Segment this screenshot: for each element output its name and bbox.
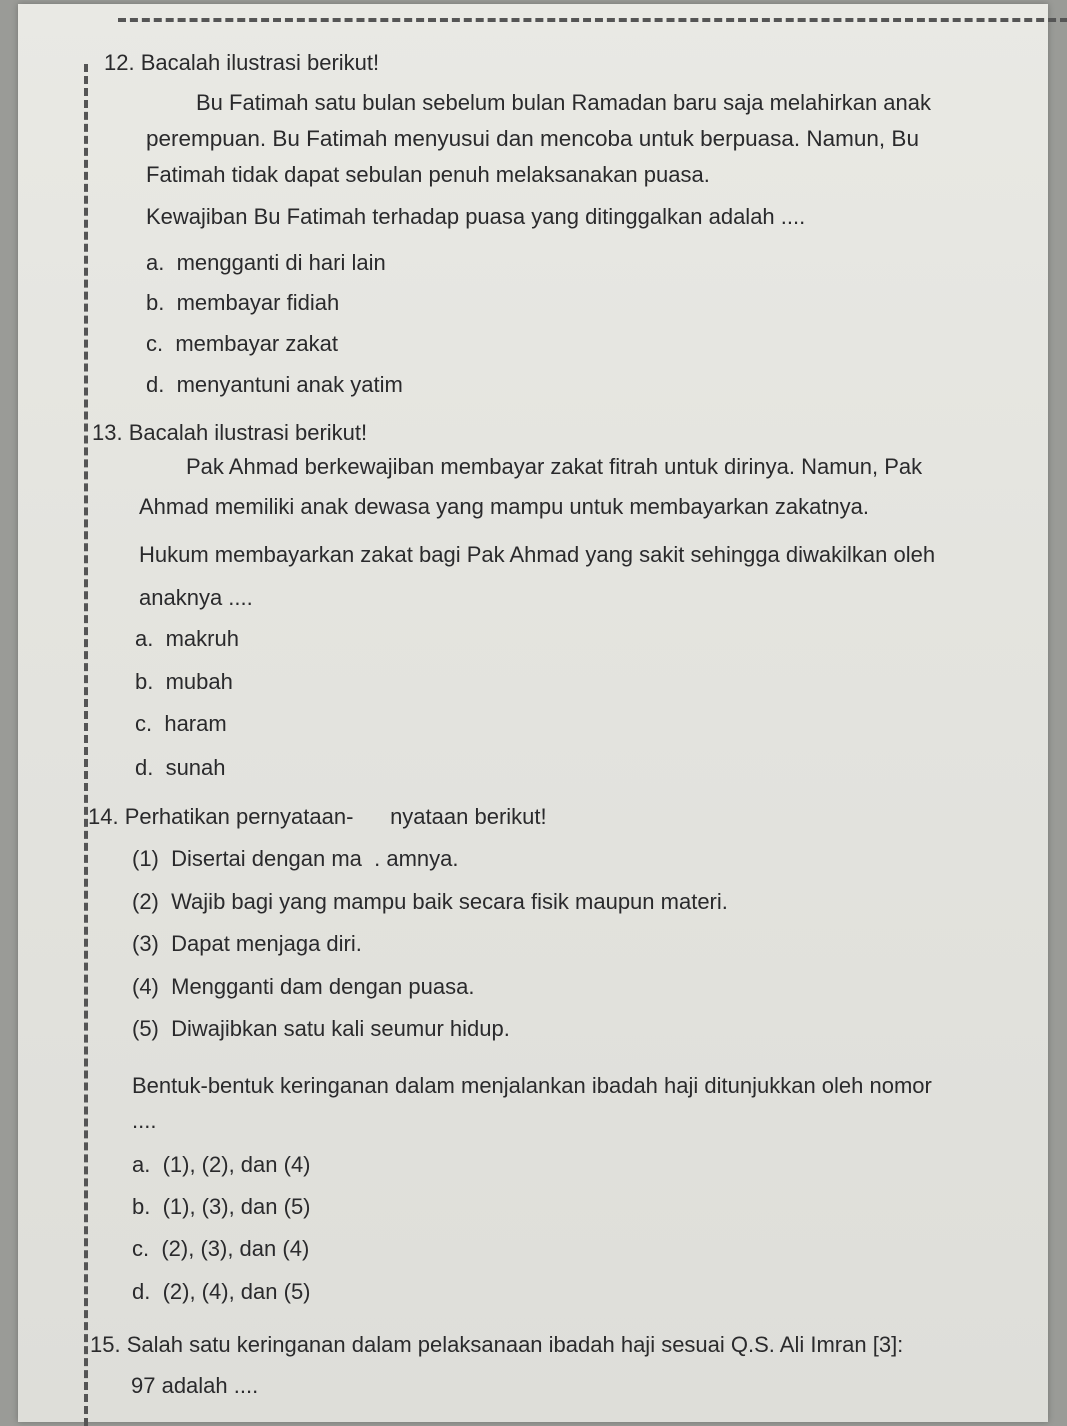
q12-story-line: perempuan. Bu Fatimah menyusui dan mencoba untuk berpuasa. Namun, Bu	[146, 126, 919, 151]
q12-option-c: c. membayar zakat	[146, 331, 338, 356]
q14-question-line: ....	[132, 1108, 157, 1133]
q14-statement-5: (5) Diwajibkan satu kali seumur hidup.	[132, 1016, 510, 1041]
q13-option-d: d. sunah	[135, 755, 226, 780]
q14-statement-4: (4) Mengganti dam dengan puasa.	[132, 974, 475, 999]
q13-question-line: Hukum membayarkan zakat bagi Pak Ahmad yang sakit sehingga diwakilkan oleh	[139, 542, 936, 567]
q14-option-c: c. (2), (3), dan (4)	[132, 1236, 310, 1261]
q13-heading: 13. Bacalah ilustrasi berikut!	[92, 420, 368, 445]
q14-option-d: d. (2), (4), dan (5)	[132, 1279, 311, 1304]
q14-statement-3: (3) Dapat menjaga diri.	[132, 931, 362, 956]
q12-heading: 12. Bacalah ilustrasi berikut!	[104, 50, 380, 75]
q13-question-line: anaknya ....	[139, 585, 253, 610]
q13-option-a: a. makruh	[135, 626, 239, 651]
q13-story-line: Pak Ahmad berkewajiban membayar zakat fitrah untuk dirinya. Namun, Pak	[186, 454, 923, 479]
q12-option-b: b. membayar fidiah	[146, 290, 340, 315]
q13-story-line: Ahmad memiliki anak dewasa yang mampu untuk membayarkan zakatnya.	[139, 494, 870, 519]
dashed-border-left	[84, 64, 88, 1426]
q14-statement-2: (2) Wajib bagi yang mampu baik secara fisik maupun materi.	[132, 889, 728, 914]
dashed-border-top	[118, 18, 1067, 22]
q14-option-a: a. (1), (2), dan (4)	[132, 1152, 311, 1177]
q14-heading: 14. Perhatikan pernyataan- nyataan berikut!	[88, 804, 547, 829]
q14-option-b: b. (1), (3), dan (5)	[132, 1194, 311, 1219]
q13-option-b: b. mubah	[135, 669, 233, 694]
q15-question-line: 97 adalah ....	[131, 1373, 259, 1398]
q14-statement-1: (1) Disertai dengan ma . amnya.	[132, 846, 459, 871]
q14-question-line: Bentuk-bentuk keringanan dalam menjalankan ibadah haji ditunjukkan oleh nomor	[132, 1073, 932, 1098]
q15-question-line: 15. Salah satu keringanan dalam pelaksanaan ibadah haji sesuai Q.S. Ali Imran [3]:	[90, 1332, 904, 1357]
q12-option-d: d. menyantuni anak yatim	[146, 372, 403, 397]
q12-story-line: Bu Fatimah satu bulan sebelum bulan Ramadan baru saja melahirkan anak	[196, 90, 931, 115]
q12-story-line: Fatimah tidak dapat sebulan penuh melaksanakan puasa.	[146, 162, 710, 187]
q12-option-a: a. mengganti di hari lain	[146, 250, 386, 275]
q12-question: Kewajiban Bu Fatimah terhadap puasa yang ditinggalkan adalah ....	[146, 204, 806, 229]
q13-option-c: c. haram	[135, 711, 227, 736]
